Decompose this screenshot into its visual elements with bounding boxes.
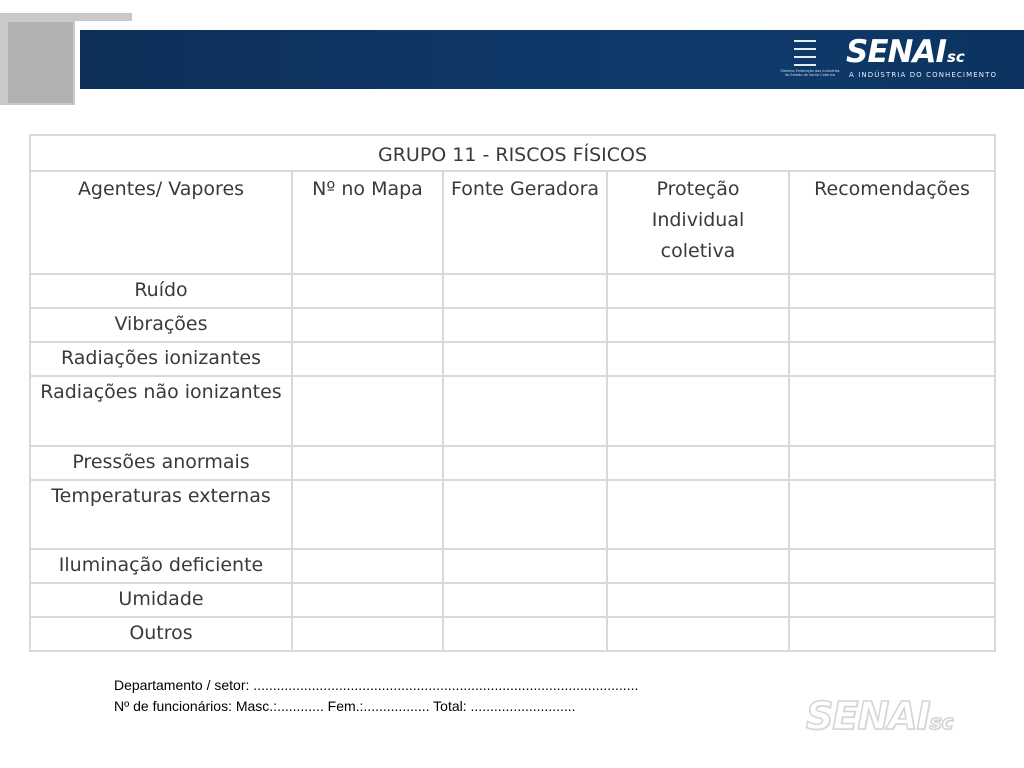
source-cell[interactable] [443, 617, 607, 651]
table-row [30, 583, 995, 617]
watermark-suffix: sc [929, 710, 954, 734]
source-cell[interactable] [443, 376, 607, 446]
source-cell[interactable] [443, 308, 607, 342]
agent-cell: Vibrações [30, 308, 292, 342]
protection-cell[interactable] [607, 274, 789, 308]
protection-cell[interactable] [607, 446, 789, 480]
map-number-cell[interactable] [292, 480, 443, 548]
table-row [30, 617, 995, 651]
fiesc-caption: Sistema Federação das Indústrias do Estado de Santa Catarina [780, 69, 840, 77]
map-number-cell[interactable] [292, 376, 443, 446]
protection-cell[interactable] [607, 617, 789, 651]
fiesc-logo-icon [780, 38, 840, 82]
table-row [30, 446, 995, 480]
recommendation-cell[interactable] [789, 583, 995, 617]
protection-cell[interactable] [607, 342, 789, 376]
source-cell[interactable] [443, 480, 607, 548]
table-row [30, 308, 995, 342]
source-cell[interactable] [443, 446, 607, 480]
column-header-map-number: Nº no Mapa [292, 171, 443, 273]
senai-tagline: A INDÚSTRIA DO CONHECIMENTO [849, 71, 998, 79]
recommendation-cell[interactable] [789, 549, 995, 583]
senai-logo-main: SENAI [846, 34, 946, 70]
table-row [30, 549, 995, 583]
recommendation-cell[interactable] [789, 446, 995, 480]
protection-cell[interactable] [607, 480, 789, 548]
recommendation-cell[interactable] [789, 480, 995, 548]
risk-table-wrapper [29, 134, 994, 652]
source-cell[interactable] [443, 583, 607, 617]
protection-cell[interactable] [607, 549, 789, 583]
agent-cell: Umidade [30, 583, 292, 617]
department-line: Departamento / setor: ................................................................................................... [114, 677, 639, 693]
table-title: GRUPO 11 - RISCOS FÍSICOS [30, 135, 995, 171]
table-title-row [30, 135, 995, 171]
agent-cell: Radiações não ionizantes [30, 376, 292, 446]
table-row [30, 376, 995, 446]
recommendation-cell[interactable] [789, 308, 995, 342]
agent-cell: Iluminação deficiente [30, 549, 292, 583]
map-number-cell[interactable] [292, 308, 443, 342]
senai-logo-suffix: sc [946, 48, 965, 66]
recommendation-cell[interactable] [789, 617, 995, 651]
column-header-source: Fonte Geradora [443, 171, 607, 273]
map-number-cell[interactable] [292, 342, 443, 376]
agent-cell: Outros [30, 617, 292, 651]
table-row [30, 480, 995, 548]
agent-cell: Pressões anormais [30, 446, 292, 480]
protection-cell[interactable] [607, 308, 789, 342]
table-row [30, 274, 995, 308]
senai-logo [846, 36, 965, 73]
recommendation-cell[interactable] [789, 274, 995, 308]
map-number-cell[interactable] [292, 617, 443, 651]
fiesc-lines-icon [794, 40, 816, 66]
map-number-cell[interactable] [292, 583, 443, 617]
employees-line: Nº de funcionários: Masc.:............ Fem.:................. Total: ........................... [114, 698, 576, 714]
source-cell[interactable] [443, 274, 607, 308]
agent-cell: Radiações ionizantes [30, 342, 292, 376]
recommendation-cell[interactable] [789, 376, 995, 446]
risk-table [29, 134, 996, 652]
table-row [30, 342, 995, 376]
table-header-row [30, 171, 995, 273]
map-number-cell[interactable] [292, 446, 443, 480]
map-number-cell[interactable] [292, 274, 443, 308]
protection-cell[interactable] [607, 583, 789, 617]
protection-cell[interactable] [607, 376, 789, 446]
column-header-protection: Proteção Individual coletiva [607, 171, 789, 273]
header-grey-block-inner [8, 22, 73, 103]
recommendation-cell[interactable] [789, 342, 995, 376]
map-number-cell[interactable] [292, 549, 443, 583]
column-header-agents: Agentes/ Vapores [30, 171, 292, 273]
senai-watermark-logo [806, 694, 953, 738]
agent-cell: Temperaturas externas [30, 480, 292, 548]
column-header-recommendations: Recomendações [789, 171, 995, 273]
source-cell[interactable] [443, 342, 607, 376]
watermark-main: SENAI [806, 694, 930, 738]
source-cell[interactable] [443, 549, 607, 583]
agent-cell: Ruído [30, 274, 292, 308]
